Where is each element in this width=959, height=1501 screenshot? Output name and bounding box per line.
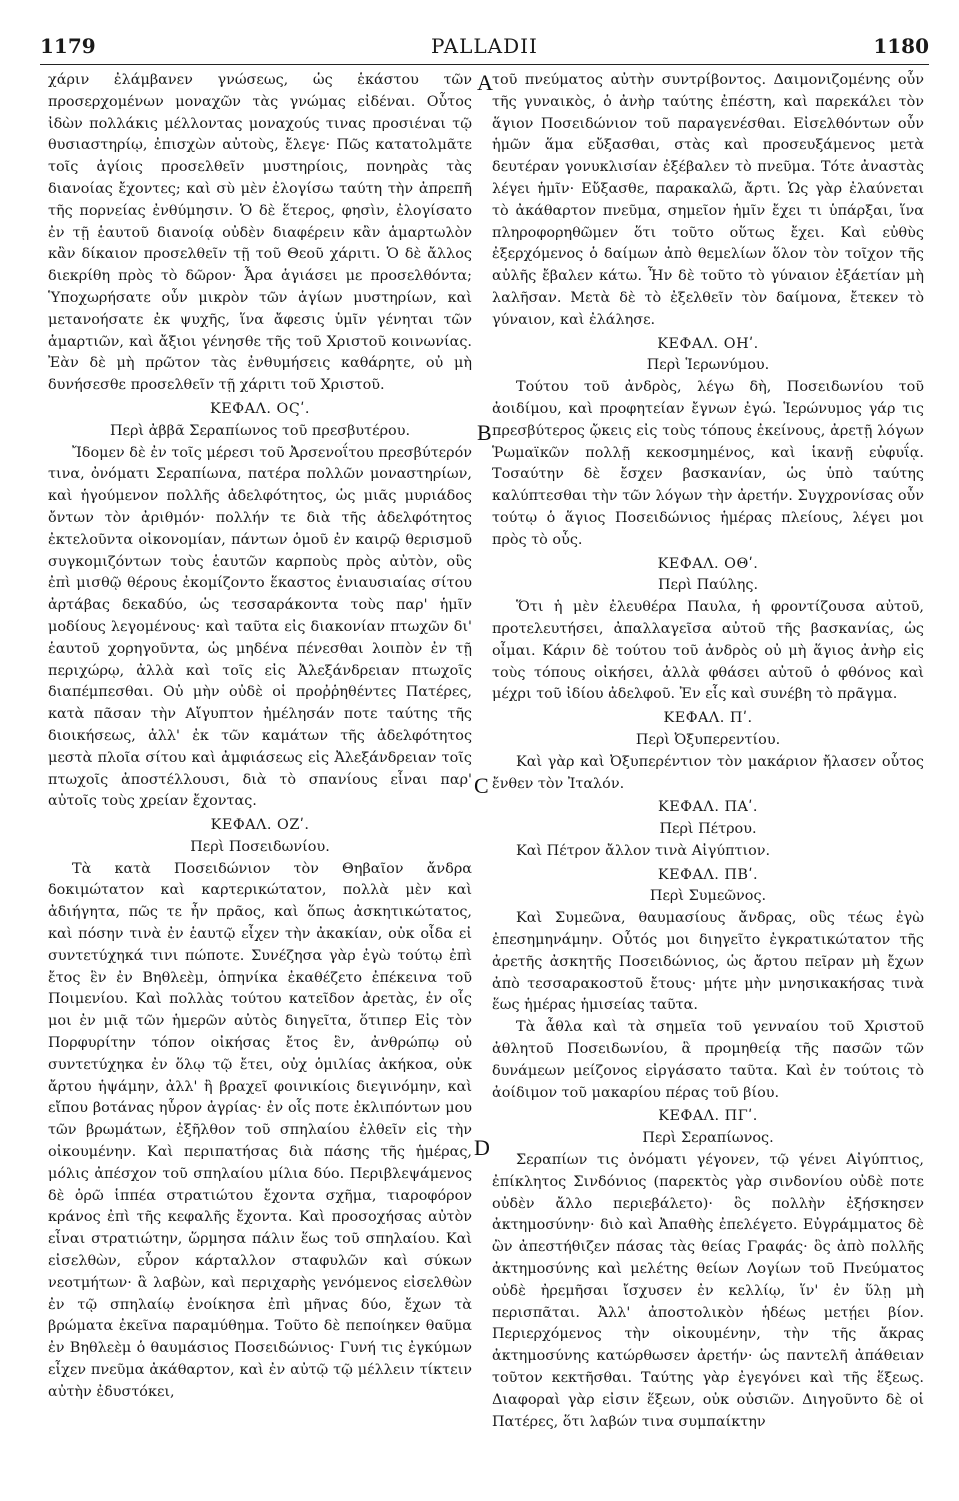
paragraph: Τὰ κατὰ Ποσειδώνιον τὸν Θηβαῖον ἄνδρα δοκιμώτατον καὶ καρτερικώτατον, πολλὰ μὲν καὶ ἀδιήγητα, πῶς τε ἦν πρᾶος, καὶ ὅπως ἀσκητικώτατος, καὶ πόσην τινὰ ἐν ἑαυτῷ εἶχεν τὴν ἀκακίαν, οὐκ οἶδα εἰ συντετύχηκά τινι πώποτε. Συνέζησα γὰρ ἐγὼ τούτῳ ἐπὶ ἔτος ἓν ἐν Βηθλεὲμ, ὁπηνίκα ἐκαθέζετο ἐπέκεινα τοῦ Ποιμενίου. Καὶ πολλὰς τούτου κατεῖδον ἀρετὰς, ἐν οἷς μοι ἐν μιᾷ τῶν ἡμερῶν αὐτὸς διηγεῖτα, ὅτιπερ Εἰς τὸν Πορφυρίτην τόπον οἰκήσας ἔτος ἓν, ἀνθρώπῳ οὐ συντετύχηκα ἐν ὅλῳ τῷ ἔτει, οὐχ ὁμιλίας ἀκήκοα, οὐκ ἄρτου ἡψάμην, ἀλλ' ἢ βραχεῖ φοινικίοις διεγινόμην, καὶ εἴπου βοτάνας ηὗρον ἀγρίας· ἐν οἷς ποτε ἐκλιπόντων μου τῶν βρωμάτων, ἐξῆλθον τοῦ σπηλαίου ἐλθεῖν εἰς τὴν οἰκουμένην. Καὶ περιπατήσας διὰ πάσης τῆς ἡμέρας, μόλις ἀπέσχον τοῦ σπηλαίου μίλια δύο. Περιβλεψάμενος δὲ ὁρῶ ἱππέα στρατιώτου ἔχοντα σχῆμα, τιαροφόρον κράνος ἐπὶ τῆς κεφαλῆς ἔχοντα. Καὶ προσοχήσας αὐτὸν εἶναι στρατιώτην, ὥρμησα πάλιν ἕως τοῦ σπηλαίου. Καὶ εἰσελθὼν, εὗρον κάρταλλον σταφυλῶν καὶ σύκων νεοτμήτων· ἃ λαβὼν, καὶ περιχαρὴς γενόμενος εἰσελθὼν ἐν τῷ σπηλαίῳ ἐνοίκησα ἐπὶ μῆνας δύο, ἔχων τὰ βρώματα ἐκεῖνα παραμύθημα. Τοῦτο δὲ πεποίηκεν θαῦμα ἐν Βηθλεὲμ ὁ θαυμάσιος Ποσειδώνιος· Γυνή τις ἐγκύμων εἶχεν πνεῦμα ἀκάθαρτον, καὶ ἐν αὐτῷ τῷ μέλλειν τίκτειν αὐτὴν ἐδυστόκει, [48, 860, 472, 1400]
paragraph: Σεραπίων τις ὀνόματι γέγονεν, τῷ γένει Αἰγύπτιος, ἐπίκλητος Σινδόνιος (παρεκτὸς γὰρ σινδονίου οὐδὲ ποτε οὐδὲν ἄλλο περιεβάλετο)· ὃς πολλὴν ἐξήσκησεν ἀκτημοσύνην· διὸ καὶ Ἀπαθὴς ἐπελέγετο. Εὐγράμματος δὲ ὢν ἀπεστήθιζεν πάσας τὰς θείας Γραφάς· ὃς ἀπὸ πολλῆς ἀκτημοσύνης καὶ μελέτης θείων Λογίων τοῦ Πνεύματος οὐδὲ ἠρεμῆσαι ἴσχυσεν ἐν κελλίῳ, ἵν' ἐν ὕλῃ μὴ περισπᾶται. Ἀλλ' ἀποστολικὸν ἡδέως μετῄει βίον. Περιερχόμενος τὴν οἰκουμένην, τὴν τῆς ἄκρας ἀκτημοσύνης κατώρθωσεν ἀρετήν· ὡς παντελῆ ἀπάθειαν τοῦτον κεκτῆσθαι. Ταύτης γὰρ ἐγεγόνει καὶ τῆς ἕξεως. Διαφοραὶ γὰρ εἰσιν ἕξεων, οὐκ οὐσιῶν. Διηγοῦντο δὲ οἱ Πατέρες, ὅτι λαβών τινα συμπαίκτην [492, 1152, 924, 1430]
page-number-left: 1179 [40, 34, 96, 58]
margin-marker-a: A [477, 70, 493, 95]
paragraph: Καὶ Πέτρον ἄλλον τινὰ Αἰγύπτιον. [516, 842, 771, 859]
paragraph: Ἴδομεν δὲ ἐν τοῖς μέρεσι τοῦ Ἀρσενοΐτου πρεσβύτερόν τινα, ὀνόματι Σεραπίωνα, πατέρα πολλῶν μοναστηρίων, καὶ ἡγούμενον πολλῆς ἀδελφότητος, ὡς μιᾶς μυριάδος ὄντων τὸν ἀριθμόν· πολλήν τε διὰ τῆς ἀδελφότητος ἐκτελοῦντα οἰκονομίαν, πάντων ὁμοῦ ἐν καιρῷ θερισμοῦ συγκομιζόντων τοὺς ἑαυτῶν καρποὺς πρὸς αὐτὸν, οὓς ἐπὶ μισθῷ θέρους ἐκομίζοντο ἕκαστος ἐνιαυσιαίας σίτου ἀρτάβας δεκαδύο, ὡς τεσσαράκοντα τοὺς παρ' ἡμῖν μοδίους λεγομένους· καὶ ταῦτα εἰς διακονίαν πτωχῶν δι' ἑαυτοῦ χορηγοῦντα, ὡς μηδένα πένεσθαι λοιπὸν ἐν τῇ περιχώρῳ, ἀλλὰ καὶ τοῖς εἰς Ἀλεξάνδρειαν πτωχοῖς διαπέμπεσθαι. Οὐ μὴν οὐδὲ οἱ προῤῥηθέντες Πατέρες, κατὰ πᾶσαν τὴν Αἴγυπτον ἠμέλησάν ποτε ταύτης τῆς διοικήσεως, ἀλλ' ἐκ τῶν καμάτων τῆς ἀδελφότητος μεστὰ πλοῖα σίτου καὶ ἀμφιάσεως εἰς Ἀλεξάνδρειαν τοῖς πτωχοῖς ἀποστέλλουσι, διὰ τὸ σπανίους εἶναι παρ' αὐτοῖς τοὺς χρείαν ἔχοντας. [48, 444, 472, 810]
margin-marker-d: D [474, 1135, 490, 1160]
chapter-heading: ΚΕΦΑΛ. ΠΑʹ. [657, 799, 758, 816]
chapter-subtitle: Περὶ Ἱερωνύμου. [646, 357, 770, 374]
chapter-heading: ΚΕΦΑΛ. ΟϚʹ. [210, 400, 310, 417]
chapter-subtitle: Περὶ Πέτρου. [659, 821, 757, 838]
chapter-heading: ΚΕΦΑΛ. Πʹ. [663, 710, 753, 727]
paragraph: χάριν ἐλάμβανεν γνώσεως, ὡς ἑκάστου τῶν προσερχομένων μοναχῶν τὰς γνώμας εἰδέναι. Οὗτος ἰδὼν πολλάκις μέλλοντας μοναχούς τινας προσιέναι τῷ θυσιαστηρίῳ, ἐπισχὼν αὐτοὺς, ἔλεγε· Πῶς κατατολμᾶτε τοῖς ἁγίοις προσελθεῖν μυστηρίοις, πονηρὰς τὰς διανοίας ἔχοντες; καὶ σὺ μὲν ἐλογίσω ταύτη τὴν ἀπρεπῆ τῆς πορνείας ἐνθύμησιν. Ὁ δὲ ἕτερος, φησὶν, ἐλογίσατο ἐν τῇ ἑαυτοῦ διανοίᾳ οὐδὲν διαφέρειν κἂν ἁμαρτωλὸν κἂν δίκαιον προσελθεῖν τῇ τοῦ Θεοῦ χάριτι. Ὁ δὲ ἄλλος διεκρίθη πρὸς τὸ δῶρον· Ἆρα ἁγιάσει με προσελθόντα; Ὑποχωρήσατε οὖν μικρὸν τῶν ἁγίων μυστηρίων, καὶ μετανοήσατε ἐκ ψυχῆς, ἵνα ἄφεσις ὑμῖν γένηται τῶν ἁμαρτιῶν, καὶ ἄξιοι γένησθε τῆς τοῦ Χριστοῦ κοινωνίας. Ἐὰν δὲ μὴ πρῶτον τὰς ἐνθυμήσεις καθάρητε, οὐ μὴ δυνήσεσθε προσελθεῖν τῇ χάριτι τοῦ Χριστοῦ. [48, 72, 472, 394]
chapter-subtitle: Περὶ Παύλης. [657, 577, 759, 594]
running-title: PALLADII [431, 34, 538, 58]
left-column [48, 70, 472, 1490]
chapter-heading: ΚΕΦΑΛ. ΟΖʹ. [210, 817, 310, 834]
paragraph: Τὰ ἆθλα καὶ τὰ σημεῖα τοῦ γενναίου τοῦ Χριστοῦ ἀθλητοῦ Ποσειδωνίου, ἃ προμηθείᾳ τῆς πασῶν τῶν δυνάμεων μείζονος εἰργάσατο ταῦτα. Καὶ ἐν τούτοις τὸ ἀοίδιμον τοῦ μακαρίου πέρας τοῦ βίου. [492, 1019, 924, 1101]
paragraph: Τούτου τοῦ ἀνδρὸς, λέγω δὴ, Ποσειδωνίου τοῦ ἀοιδίμου, καὶ προφητείαν ἔγνων ἐγώ. Ἱερώνυμος γάρ τις πρεσβύτερος ᾤκεις εἰς τοὺς τόπους ἐκείνους, ἀρετῇ λόγων Ῥωμαϊκῶν πολλῇ κεκοσμημένος, καὶ ἱκανῇ εὐφυΐᾳ. Τοσαύτην δὲ ἔσχεν βασκανίαν, ὡς ὑπὸ ταύτης καλύπτεσθαι τὴν τῶν λόγων τὴν ἀρετήν. Συγχρονίσας οὖν τούτῳ ὁ ἅγιος Ποσειδώνιος ἡμέρας πλείους, λέγει μοι πρὸς τὸ οὖς. [492, 379, 924, 548]
paragraph: τοῦ πνεύματος αὐτὴν συντρίβοντος. Δαιμονιζομένης οὖν τῆς γυναικὸς, ὁ ἀνὴρ ταύτης ἐπέστη, καὶ παρεκάλει τὸν ἅγιον Ποσειδώνιον τοῦ παραγενέσθαι. Εἰσελθόντων οὖν ἡμῶν ἅμα εὔξασθαι, στὰς καὶ προσευξάμενος μετὰ δευτέραν γονυκλισίαν ἐξέβαλεν τὸ πνεῦμα. Τότε ἀναστὰς λέγει ἡμῖν· Εὔξασθε, παρακαλῶ, ἄρτι. Ὡς γὰρ ἐλαύνεται τὸ ἀκάθαρτον πνεῦμα, σημεῖον ἡμῖν ἔχει τι ὑπάρξαι, ἵνα πληροφορηθῶμεν ὅτι τοῦτο οὕτως ἔχει. Καὶ εὐθὺς ἐξερχόμενος ὁ δαίμων ἀπὸ θεμελίων ὅλον τὸν τοῖχον τῆς αὐλῆς ἔβαλεν κάτω. Ἦν δὲ τοῦτο τὸ γύναιον ἐξάετίαν μὴ λαλῆσαν. Μετὰ δὲ τὸ ἐξελθεῖν τὸν δαίμονα, ἔτεκεν τὸ γύναιον, καὶ ἐλάλησε. [492, 72, 924, 328]
chapter-heading: ΚΕΦΑΛ. ΟΘʹ. [657, 555, 759, 572]
paragraph: Καὶ Συμεῶνα, θαυμασίους ἄνδρας, οὓς τέως ἐγὼ ἐπεσημηνάμην. Οὗτός μοι διηγεῖτο ἐγκρατικώτατον τῆς ἀρετῆς ἀσκητῆς Ποσειδώνιος, ὡς ἄρτου πεῖραν μὴ ἔχων ἀπὸ τεσσαρακοστοῦ ἔτους· μήτε μὴν μνησικακήσας τινὰ ἕως ἡμέρας ἡμισείας ταῦτα. [492, 910, 924, 1014]
page-header [40, 28, 929, 65]
paragraph: Ὅτι ἡ μὲν ἐλευθέρα Παυλα, ἡ φροντίζουσα αὐτοῦ, προτελευτήσει, ἀπαλλαγεῖσα αὐτοῦ τῆς βασκανίας, ὡς οἶμαι. Κάριν δὲ τούτου τοῦ ἀνδρὸς οὐ μὴ ἅγιος ἀνὴρ εἰς τοὺς τόπους οἰκήσει, ἀλλὰ φθάσει αὐτοῦ ὁ φθόνος καὶ μέχρι τοῦ ἰδίου ἀδελφοῦ. Ἐν εἷς καὶ συνέβη τὸ πρᾶγμα. [492, 599, 924, 703]
right-column [492, 70, 924, 1490]
chapter-subtitle: Περὶ Ὀξυπερεντίου. [635, 731, 781, 748]
margin-marker-c: C [474, 773, 489, 798]
page-number-right: 1180 [873, 34, 929, 58]
chapter-subtitle: Περὶ ἀββᾶ Σεραπίωνος τοῦ πρεσβυτέρου. [109, 422, 411, 439]
margin-marker-b: B [477, 420, 492, 445]
chapter-subtitle: Περὶ Ποσειδωνίου. [190, 838, 330, 855]
chapter-heading: ΚΕΦΑΛ. ΠΓʹ. [658, 1108, 758, 1125]
chapter-heading: ΚΕΦΑΛ. ΟΗʹ. [657, 335, 759, 352]
chapter-subtitle: Περὶ Συμεῶνος. [649, 888, 767, 905]
paragraph: Καὶ γὰρ καὶ Ὀξυπερέντιον τὸν μακάριον ἤλασεν οὗτος ἔνθεν τὸν Ἰταλόν. [492, 753, 924, 792]
chapter-heading: ΚΕΦΑΛ. ΠΒʹ. [657, 866, 759, 883]
chapter-subtitle: Περὶ Σεραπίωνος. [642, 1130, 774, 1147]
